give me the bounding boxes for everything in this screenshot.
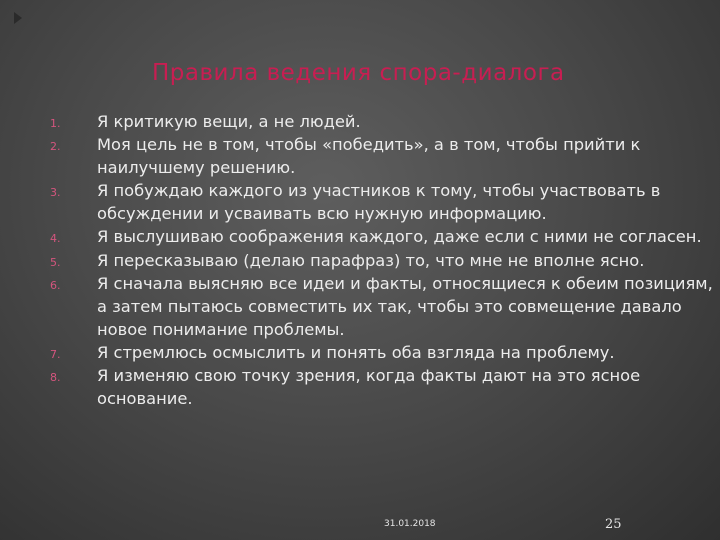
item-number: 7. [50, 347, 61, 361]
item-text: Я критикую вещи, а не людей. [97, 112, 361, 131]
list-item [50, 341, 718, 364]
footer-date: 31.01.2018 [384, 519, 436, 529]
item-number: 6. [50, 278, 61, 292]
list-item [50, 272, 718, 341]
page-number: 25 [605, 517, 622, 532]
item-text: Я побуждаю каждого из участников к тому, чтобы участвовать в обсуждении и усваивать всю нужную информацию. [97, 181, 661, 224]
item-text: Я выслушиваю соображения каждого, даже если с ними не согласен. [97, 227, 702, 247]
list-item [50, 179, 718, 225]
item-text: Я стремлюсь осмыслить и понять оба взгляда на проблему. [97, 342, 615, 362]
list-item [50, 133, 718, 179]
item-text: Я изменяю свою точку зрения, когда факты дают на это ясное основание. [97, 366, 641, 409]
item-number: 8. [50, 371, 61, 385]
list-item [50, 249, 718, 272]
corner-arrow-icon [14, 12, 22, 24]
list-item [50, 364, 718, 410]
item-number: 4. [50, 232, 61, 246]
item-text: Я сначала выясняю все идеи и факты, относящиеся к обеим позициям, а затем пытаюсь совместить их так, чтобы это совмещение давало новое понимание проблемы. [97, 273, 713, 339]
rules-list [50, 110, 718, 410]
item-number: 3. [50, 186, 61, 200]
slide-title: Правила ведения спора-диалога [152, 60, 565, 86]
item-number: 5. [50, 255, 61, 269]
item-number: 1. [50, 117, 61, 130]
item-text: Я пересказываю (делаю парафраз) то, что мне не вполне ясно. [97, 250, 645, 270]
list-item [50, 110, 718, 133]
list-item [50, 225, 718, 248]
item-text: Моя цель не в том, чтобы «победить», а в том, чтобы прийти к наилучшему решению. [97, 135, 641, 178]
item-number: 2. [50, 140, 61, 154]
